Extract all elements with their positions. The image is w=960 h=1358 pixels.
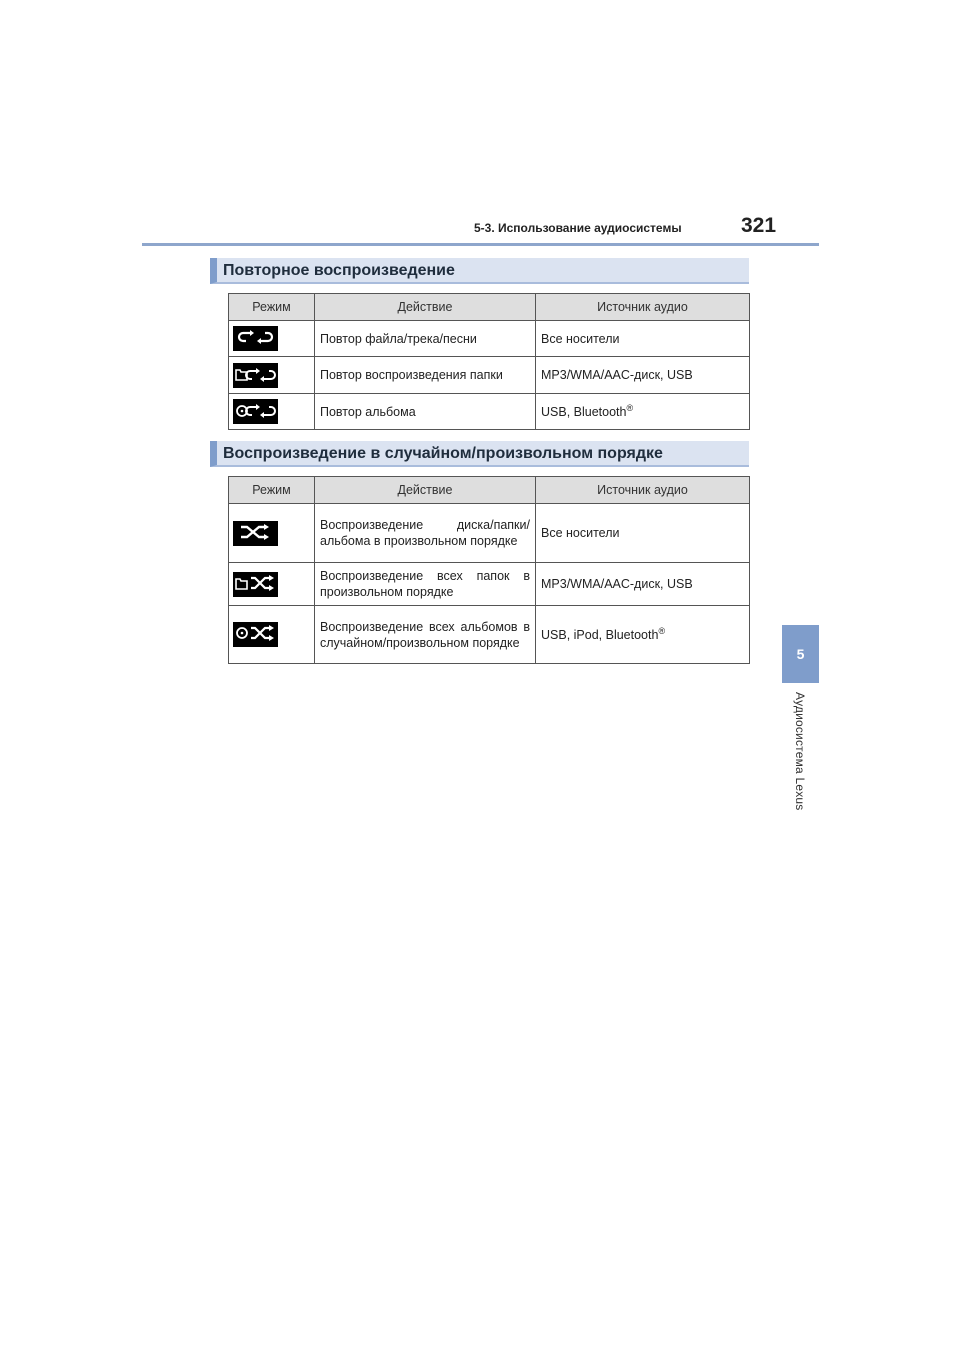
shuffle-disc-icon xyxy=(233,521,278,546)
repeat-table xyxy=(228,293,750,430)
source-cell: MP3/WMA/AAC-диск, USB xyxy=(536,357,750,394)
chapter-number: 5 xyxy=(796,646,805,662)
repeat-track-icon xyxy=(233,326,278,351)
page-number: 321 xyxy=(741,214,777,237)
action-cell: Повтор файла/трека/песни xyxy=(315,321,536,357)
column-header-mode: Режим xyxy=(229,294,315,321)
column-header-source: Источник аудио xyxy=(536,294,750,321)
table-row xyxy=(229,321,750,357)
source-cell xyxy=(536,606,750,664)
action-cell: Воспроизведение всех папок в произвольном порядке xyxy=(320,569,530,599)
random-table xyxy=(228,476,750,664)
header-rule xyxy=(142,243,819,246)
random-section-title: Воспроизведение в случайном/произвольном порядке xyxy=(210,441,749,467)
table-row xyxy=(229,563,750,606)
table-row xyxy=(229,394,750,430)
table-row xyxy=(229,504,750,563)
table-header-row xyxy=(229,477,750,504)
registered-mark: ® xyxy=(658,626,666,637)
source-cell: Все носители xyxy=(536,504,750,563)
action-cell: Повтор альбома xyxy=(315,394,536,430)
column-header-mode: Режим xyxy=(229,477,315,504)
running-header: 5-3. Использование аудиосистемы xyxy=(474,221,682,235)
action-cell: Воспроизведение всех альбомов в случайном/произвольном порядке xyxy=(320,619,530,650)
column-header-source: Источник аудио xyxy=(536,477,750,504)
action-cell: Воспроизведение диска/папки/альбома в произвольном порядке xyxy=(320,518,530,548)
chapter-tab xyxy=(782,625,819,683)
source-cell: MP3/WMA/AAC-диск, USB xyxy=(536,563,750,606)
repeat-album-icon xyxy=(233,399,278,424)
source-cell xyxy=(536,394,750,430)
chapter-side-title: Аудиосистема Lexus xyxy=(793,692,807,811)
source-text: USB, Bluetooth xyxy=(541,405,627,420)
shuffle-folders-icon xyxy=(233,572,278,597)
registered-mark: ® xyxy=(626,403,634,414)
column-header-action: Действие xyxy=(315,477,536,504)
repeat-section-title: Повторное воспроизведение xyxy=(210,258,749,284)
source-cell: Все носители xyxy=(536,321,750,357)
action-cell: Повтор воспроизведения папки xyxy=(315,357,536,394)
source-text: USB, iPod, Bluetooth xyxy=(541,628,659,643)
repeat-folder-icon xyxy=(233,363,278,388)
table-row xyxy=(229,357,750,394)
column-header-action: Действие xyxy=(315,294,536,321)
table-row xyxy=(229,606,750,664)
table-header-row xyxy=(229,294,750,321)
shuffle-albums-icon xyxy=(233,622,278,647)
